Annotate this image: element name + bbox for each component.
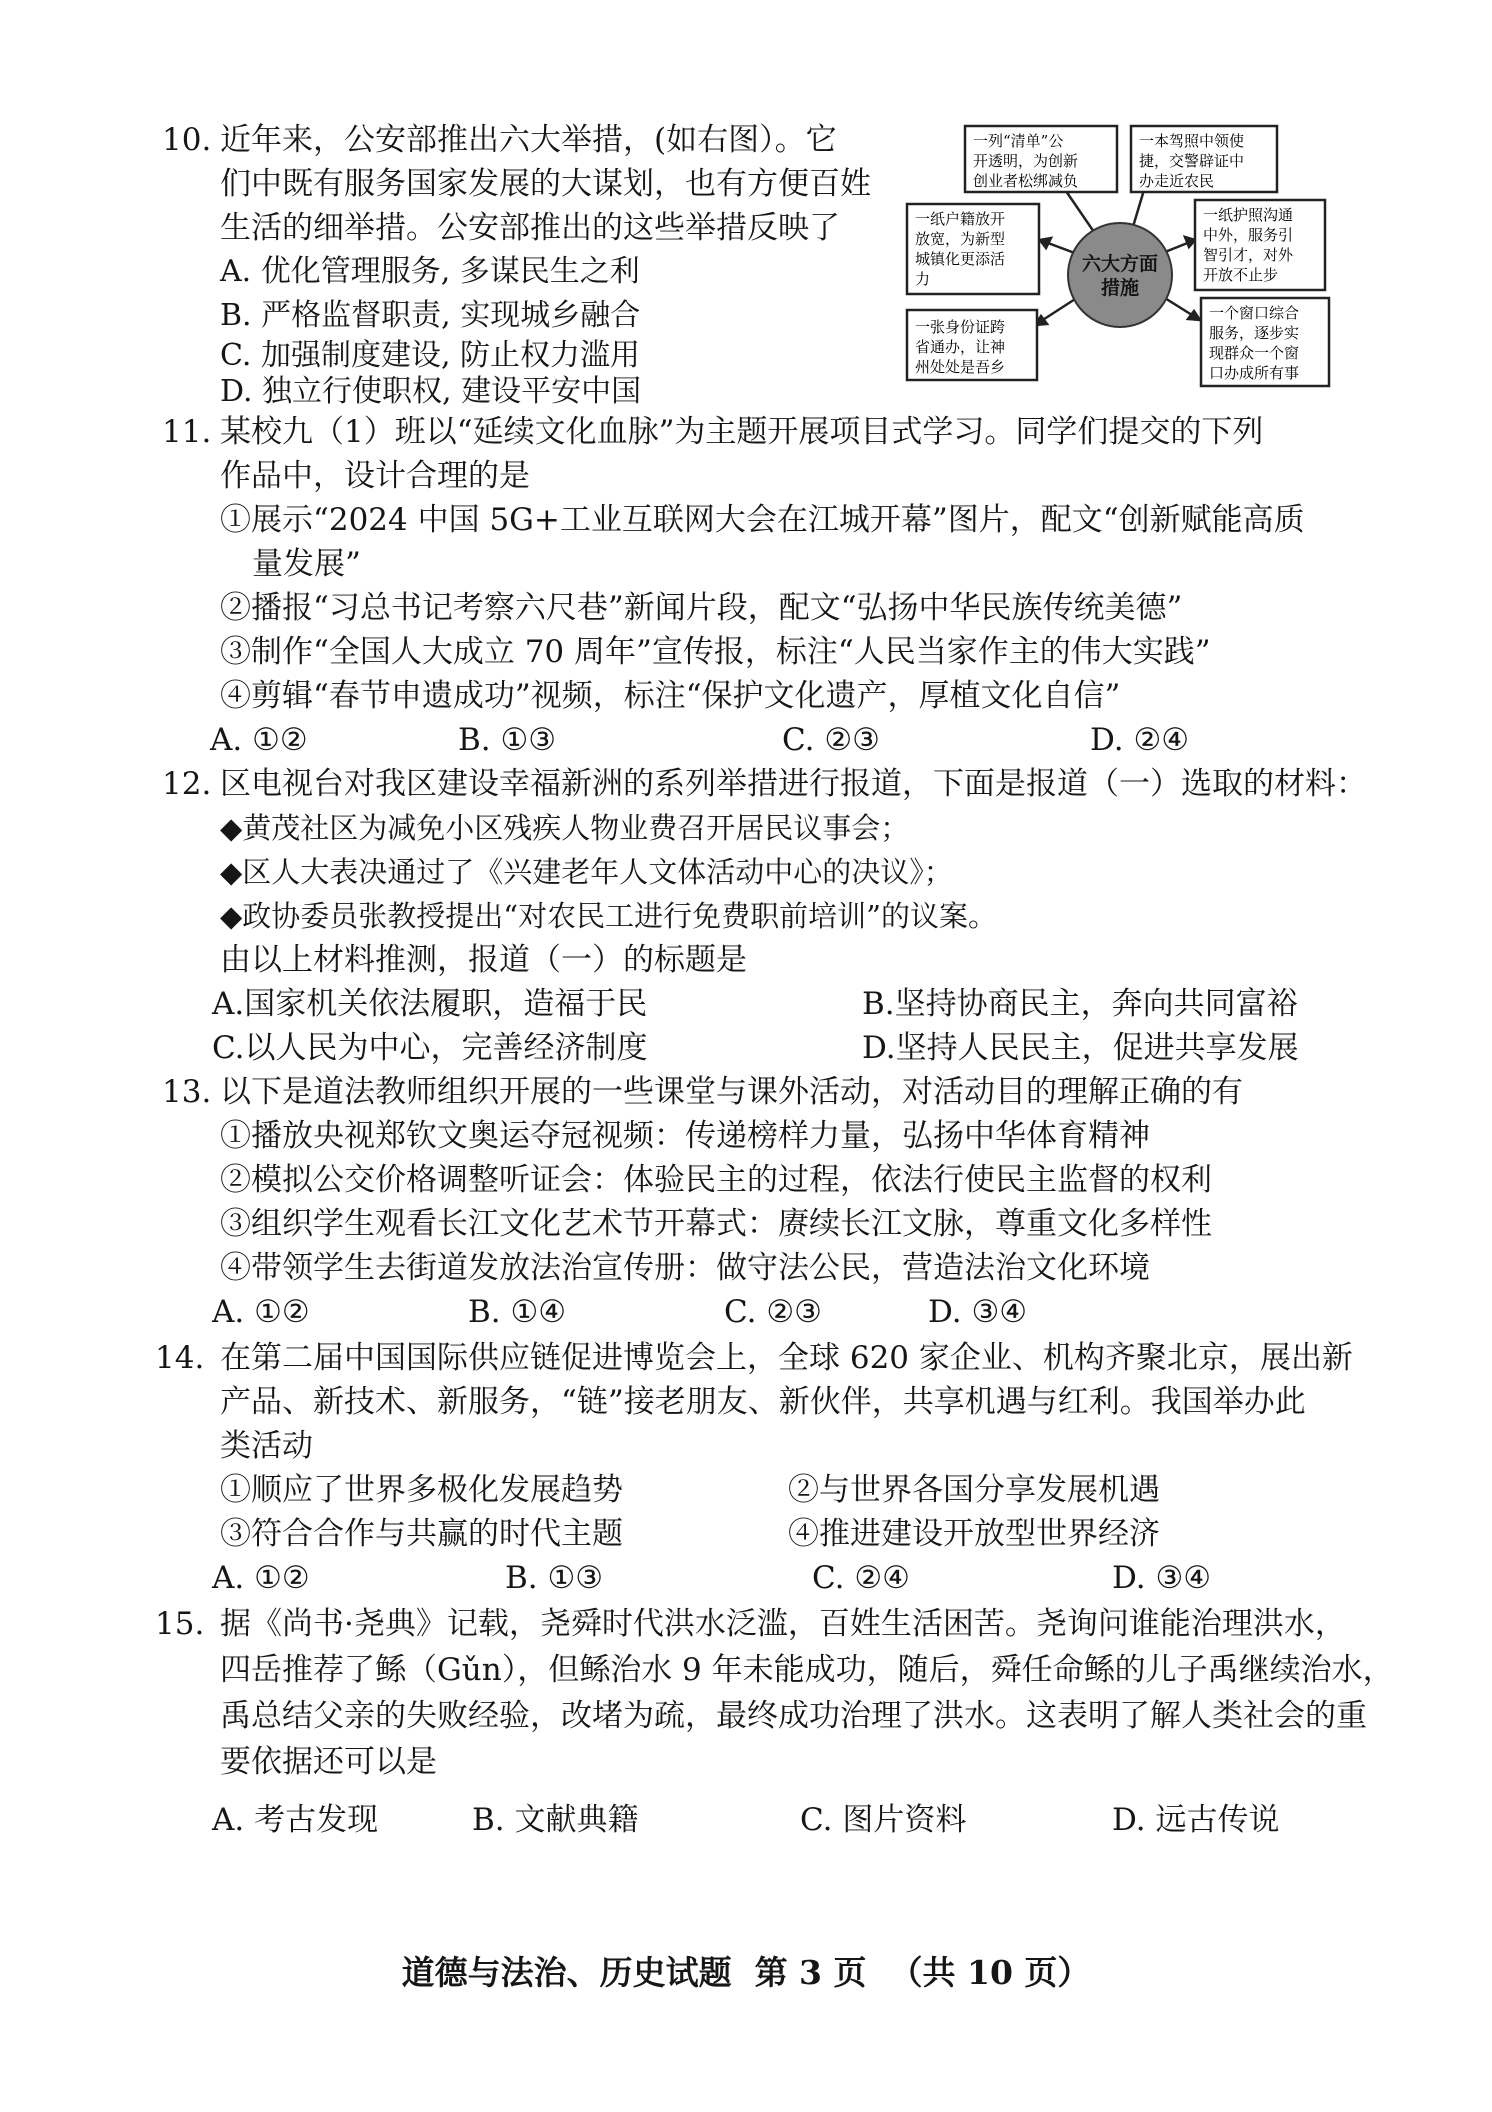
question-stem-line: 在第二届中国国际供应链促进博览会上，全球 620 家企业、机构齐聚北京，展出新 [220,1340,1353,1376]
question-number: 11. [162,414,212,450]
question-number: 14. [155,1340,205,1376]
option-c: C. ②④ [812,1560,910,1596]
option-a: A. 考古发现 [212,1802,379,1838]
diagram-box-text: 省通办，让神 [915,338,1006,356]
option-b: B. ①④ [468,1294,567,1330]
question-stem-line: 产品、新技术、新服务，“链”接老朋友、新伙伴，共享机遇与红利。我国举办此 [220,1384,1306,1420]
option-d: D. 远古传说 [1112,1802,1280,1838]
question-number: 15. [155,1606,205,1642]
option-d: D. ③④ [928,1294,1028,1330]
question-stem-line: 类活动 [220,1428,313,1464]
diagram-box-text: 开透明，为创新 [973,152,1079,170]
option-c: C. ②③ [724,1294,822,1330]
question-stem-line: 要依据还可以是 [220,1744,437,1780]
statement-item: ④剪辑“春节申遗成功”视频，标注“保护文化遗产，厚植文化自信” [220,678,1121,714]
option-d: D. 独立行使职权, 建设平安中国 [220,374,642,409]
diagram-box-text: 放宽，为新型 [915,230,1006,248]
diagram-box-text: 现群众一个窗 [1209,344,1300,362]
statement-item: ②与世界各国分享发展机遇 [788,1472,1160,1508]
option-a: A. 优化管理服务, 多谋民生之利 [220,254,640,289]
question-stem-line: 近年来，公安部推出六大举措，(如右图）。它 [220,122,837,158]
diagram-box-text: 一列“清单”公 [973,132,1064,150]
material-item: ◆政协委员张教授提出“对农民工进行免费职前培训”的议案。 [220,899,997,933]
diagram-box-text: 办走近农民 [1139,172,1215,190]
question-number: 12. [162,766,212,802]
diagram-center-label: 六大方面 [1081,253,1159,275]
statement-item: ②模拟公交价格调整听证会：体验民主的过程，依法行使民主监督的权利 [220,1162,1212,1198]
statement-item: ①展示“2024 中国 5G+工业互联网大会在江城开幕”图片，配文“创新赋能高质 [220,502,1305,538]
material-item: ◆黄茂社区为减免小区残疾人物业费召开居民议事会； [220,811,910,845]
material-item: ◆区人大表决通过了《兴建老年人文体活动中心的决议》； [220,855,953,889]
question-stem-line: 某校九（1）班以“延续文化血脉”为主题开展项目式学习。同学们提交的下列 [220,414,1264,450]
diagram-box-text: 一纸护照沟通 [1203,206,1294,224]
page-footer: 道德与法治、历史试题 第 3 页 （共 10 页） [401,1953,1091,1992]
option-c: C. 图片资料 [800,1802,967,1838]
diagram-box-text: 服务，逐步实 [1209,324,1300,342]
question-prompt: 由以上材料推测，报道（一）的标题是 [220,942,747,978]
question-stem-line: 据《尚书·尧典》记载，尧舜时代洪水泛滥，百姓生活困苦。尧询问谁能治理洪水， [220,1606,1346,1642]
diagram-box-text: 州处处是吾乡 [915,358,1006,376]
diagram-box-text: 开放不止步 [1203,266,1279,284]
diagram-box-text: 一张身份证跨 [915,318,1006,336]
option-b: B. 严格监督职责, 实现城乡融合 [220,298,641,333]
question-stem-line: 四岳推荐了鲧（Gǔn），但鲧治水 9 年未能成功，随后，舜任命鲧的儿子禹继续治水， [220,1652,1394,1688]
option-a: A.国家机关依法履职，造福于民 [212,986,648,1022]
option-c: C.以人民为中心，完善经济制度 [212,1030,648,1066]
option-d: D. ③④ [1112,1560,1212,1596]
option-c: C. 加强制度建设, 防止权力滥用 [220,338,641,373]
question-stem-line: 区电视台对我区建设幸福新洲的系列举措进行报道，下面是报道（一）选取的材料： [220,766,1367,802]
question-number: 10. [162,122,212,158]
statement-item: ③制作“全国人大成立 70 周年”宣传报，标注“人民当家作主的伟大实践” [220,634,1211,670]
statement-item: ①播放央视郑钦文奥运夺冠视频：传递榜样力量，弘扬中华体育精神 [220,1118,1150,1154]
diagram-box-text: 捷，交警辟证中 [1139,152,1245,170]
option-b: B.坚持协商民主，奔向共同富裕 [862,986,1298,1022]
diagram-box-text: 力 [915,270,931,288]
option-a: A. ①② [212,1560,310,1596]
option-b: B. ①③ [458,722,557,758]
question-stem-line: 禹总结父亲的失败经验，改堵为疏，最终成功治理了洪水。这表明了解人类社会的重 [220,1698,1367,1734]
option-d: D. ②④ [1090,722,1190,758]
statement-item: ①顺应了世界多极化发展趋势 [220,1472,623,1508]
statement-item: 量发展” [252,546,361,582]
diagram-box-text: 一纸户籍放开 [915,210,1006,228]
diagram-center-label: 措施 [1100,277,1140,299]
statement-item: ②播报“习总书记考察六尺巷”新闻片段，配文“弘扬中华民族传统美德” [220,590,1183,626]
diagram-box-text: 中外，服务引 [1203,226,1294,244]
question-stem-line: 作品中，设计合理的是 [220,458,530,494]
diagram-box-text: 智引才，对外 [1203,246,1294,264]
option-b: B. ①③ [505,1560,604,1596]
question-stem-line: 们中既有服务国家发展的大谋划，也有方便百姓 [220,166,871,202]
statement-item: ④带领学生去街道发放法治宣传册：做守法公民，营造法治文化环境 [220,1250,1150,1286]
diagram-box-text: 一个窗口综合 [1209,304,1300,322]
statement-item: ④推进建设开放型世界经济 [788,1516,1160,1552]
statement-item: ③符合合作与共赢的时代主题 [220,1516,623,1552]
diagram-box-text: 城镇化更添活 [915,250,1006,268]
question-stem-line: 以下是道法教师组织开展的一些课堂与课外活动，对活动目的理解正确的有 [220,1074,1243,1110]
option-d: D.坚持人民民主，促进共享发展 [862,1030,1299,1066]
option-c: C. ②③ [782,722,880,758]
measures-diagram [905,120,1335,390]
diagram-box-text: 一本驾照中领使 [1139,132,1245,150]
diagram-box-text: 口办成所有事 [1209,364,1300,382]
option-b: B. 文献典籍 [472,1802,639,1838]
question-number: 13. [162,1074,212,1110]
statement-item: ③组织学生观看长江文化艺术节开幕式：赓续长江文脉，尊重文化多样性 [220,1206,1212,1242]
option-a: A. ①② [212,1294,310,1330]
option-a: A. ①② [210,722,308,758]
diagram-box-text: 创业者松绑减负 [973,172,1079,190]
question-stem-line: 生活的细举措。公安部推出的这些举措反映了 [220,210,840,246]
